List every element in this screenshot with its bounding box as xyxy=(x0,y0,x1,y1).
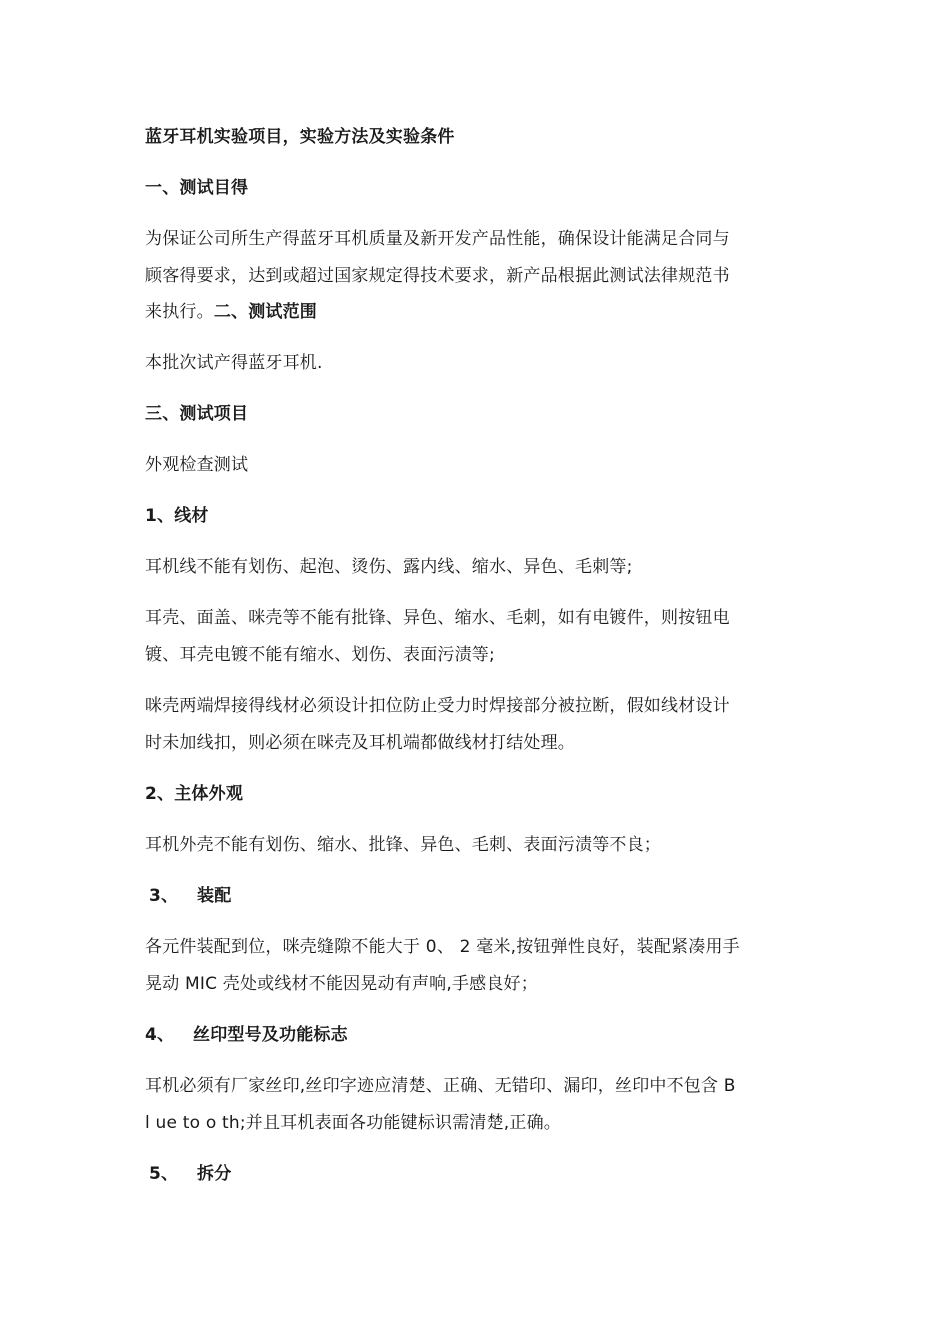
section-1-paragraph-end: 来执行。 xyxy=(145,302,214,322)
section-2-paragraph: 本批次试产得蓝牙耳机. xyxy=(145,353,323,373)
item-3-paragraph-line-1: 各元件装配到位，咪壳缝隙不能大于 0、 2 毫米,按钮弹性良好，装配紧凑用手 xyxy=(145,937,740,957)
section-3-heading: 三、测试项目 xyxy=(145,404,249,424)
section-2-heading: 二、测试范围 xyxy=(213,302,318,322)
section-1-paragraph-line-2: 顾客得要求，达到或超过国家规定得技术要求，新产品根据此测试法律规范书 xyxy=(145,266,730,286)
section-1-paragraph-line-1: 为保证公司所生产得蓝牙耳机质量及新开发产品性能，确保设计能满足合同与 xyxy=(145,229,730,249)
item-1-paragraph-3-line-2: 时未加线扣，则必须在咪壳及耳机端都做线材打结处理。 xyxy=(145,733,575,753)
item-4-number: 4、 xyxy=(145,1025,175,1045)
item-5-title: 拆分 xyxy=(197,1164,232,1184)
item-1-paragraph-1: 耳机线不能有划伤、起泡、烫伤、露内线、缩水、异色、毛刺等; xyxy=(145,557,633,577)
item-3-heading xyxy=(145,883,810,909)
item-2-paragraph-1: 耳机外壳不能有划伤、缩水、批锋、异色、毛刺、表面污渍等不良； xyxy=(145,835,661,855)
item-3-title: 装配 xyxy=(197,886,232,906)
section-1-heading: 一、测试目得 xyxy=(145,178,249,198)
item-3-paragraph-line-2: 晃动 MIC 壳处或线材不能因晃动有声响,手感良好； xyxy=(145,974,538,994)
item-2-heading: 2、主体外观 xyxy=(145,784,244,804)
item-4-paragraph-line-1: 耳机必须有厂家丝印,丝印字迹应清楚、正确、无错印、漏印，丝印中不包含 B xyxy=(145,1076,736,1096)
item-1-paragraph-3-line-1: 咪壳两端焊接得线材必须设计扣位防止受力时焊接部分被拉断，假如线材设计 xyxy=(145,696,730,716)
item-1-paragraph-2-line-1: 耳壳、面盖、咪壳等不能有批锋、异色、缩水、毛刺，如有电镀件，则按钮电 xyxy=(145,608,730,628)
item-1-heading: 1、线材 xyxy=(145,506,209,526)
item-4-heading xyxy=(145,1022,810,1048)
item-5-number: 5、 xyxy=(149,1164,179,1184)
item-5-heading xyxy=(145,1161,810,1187)
item-3-number: 3、 xyxy=(149,886,179,906)
document-title: 蓝牙耳机实验项目，实验方法及实验条件 xyxy=(145,127,455,147)
item-4-title: 丝印型号及功能标志 xyxy=(193,1025,348,1045)
section-3-subtitle: 外观检查测试 xyxy=(145,455,249,475)
item-4-paragraph-line-2: l ue to o th;并且耳机表面各功能键标识需清楚,正确。 xyxy=(145,1113,562,1133)
item-1-paragraph-2-line-2: 镀、耳壳电镀不能有缩水、划伤、表面污渍等; xyxy=(145,645,495,665)
section-1-paragraph-line-3 xyxy=(145,299,810,325)
